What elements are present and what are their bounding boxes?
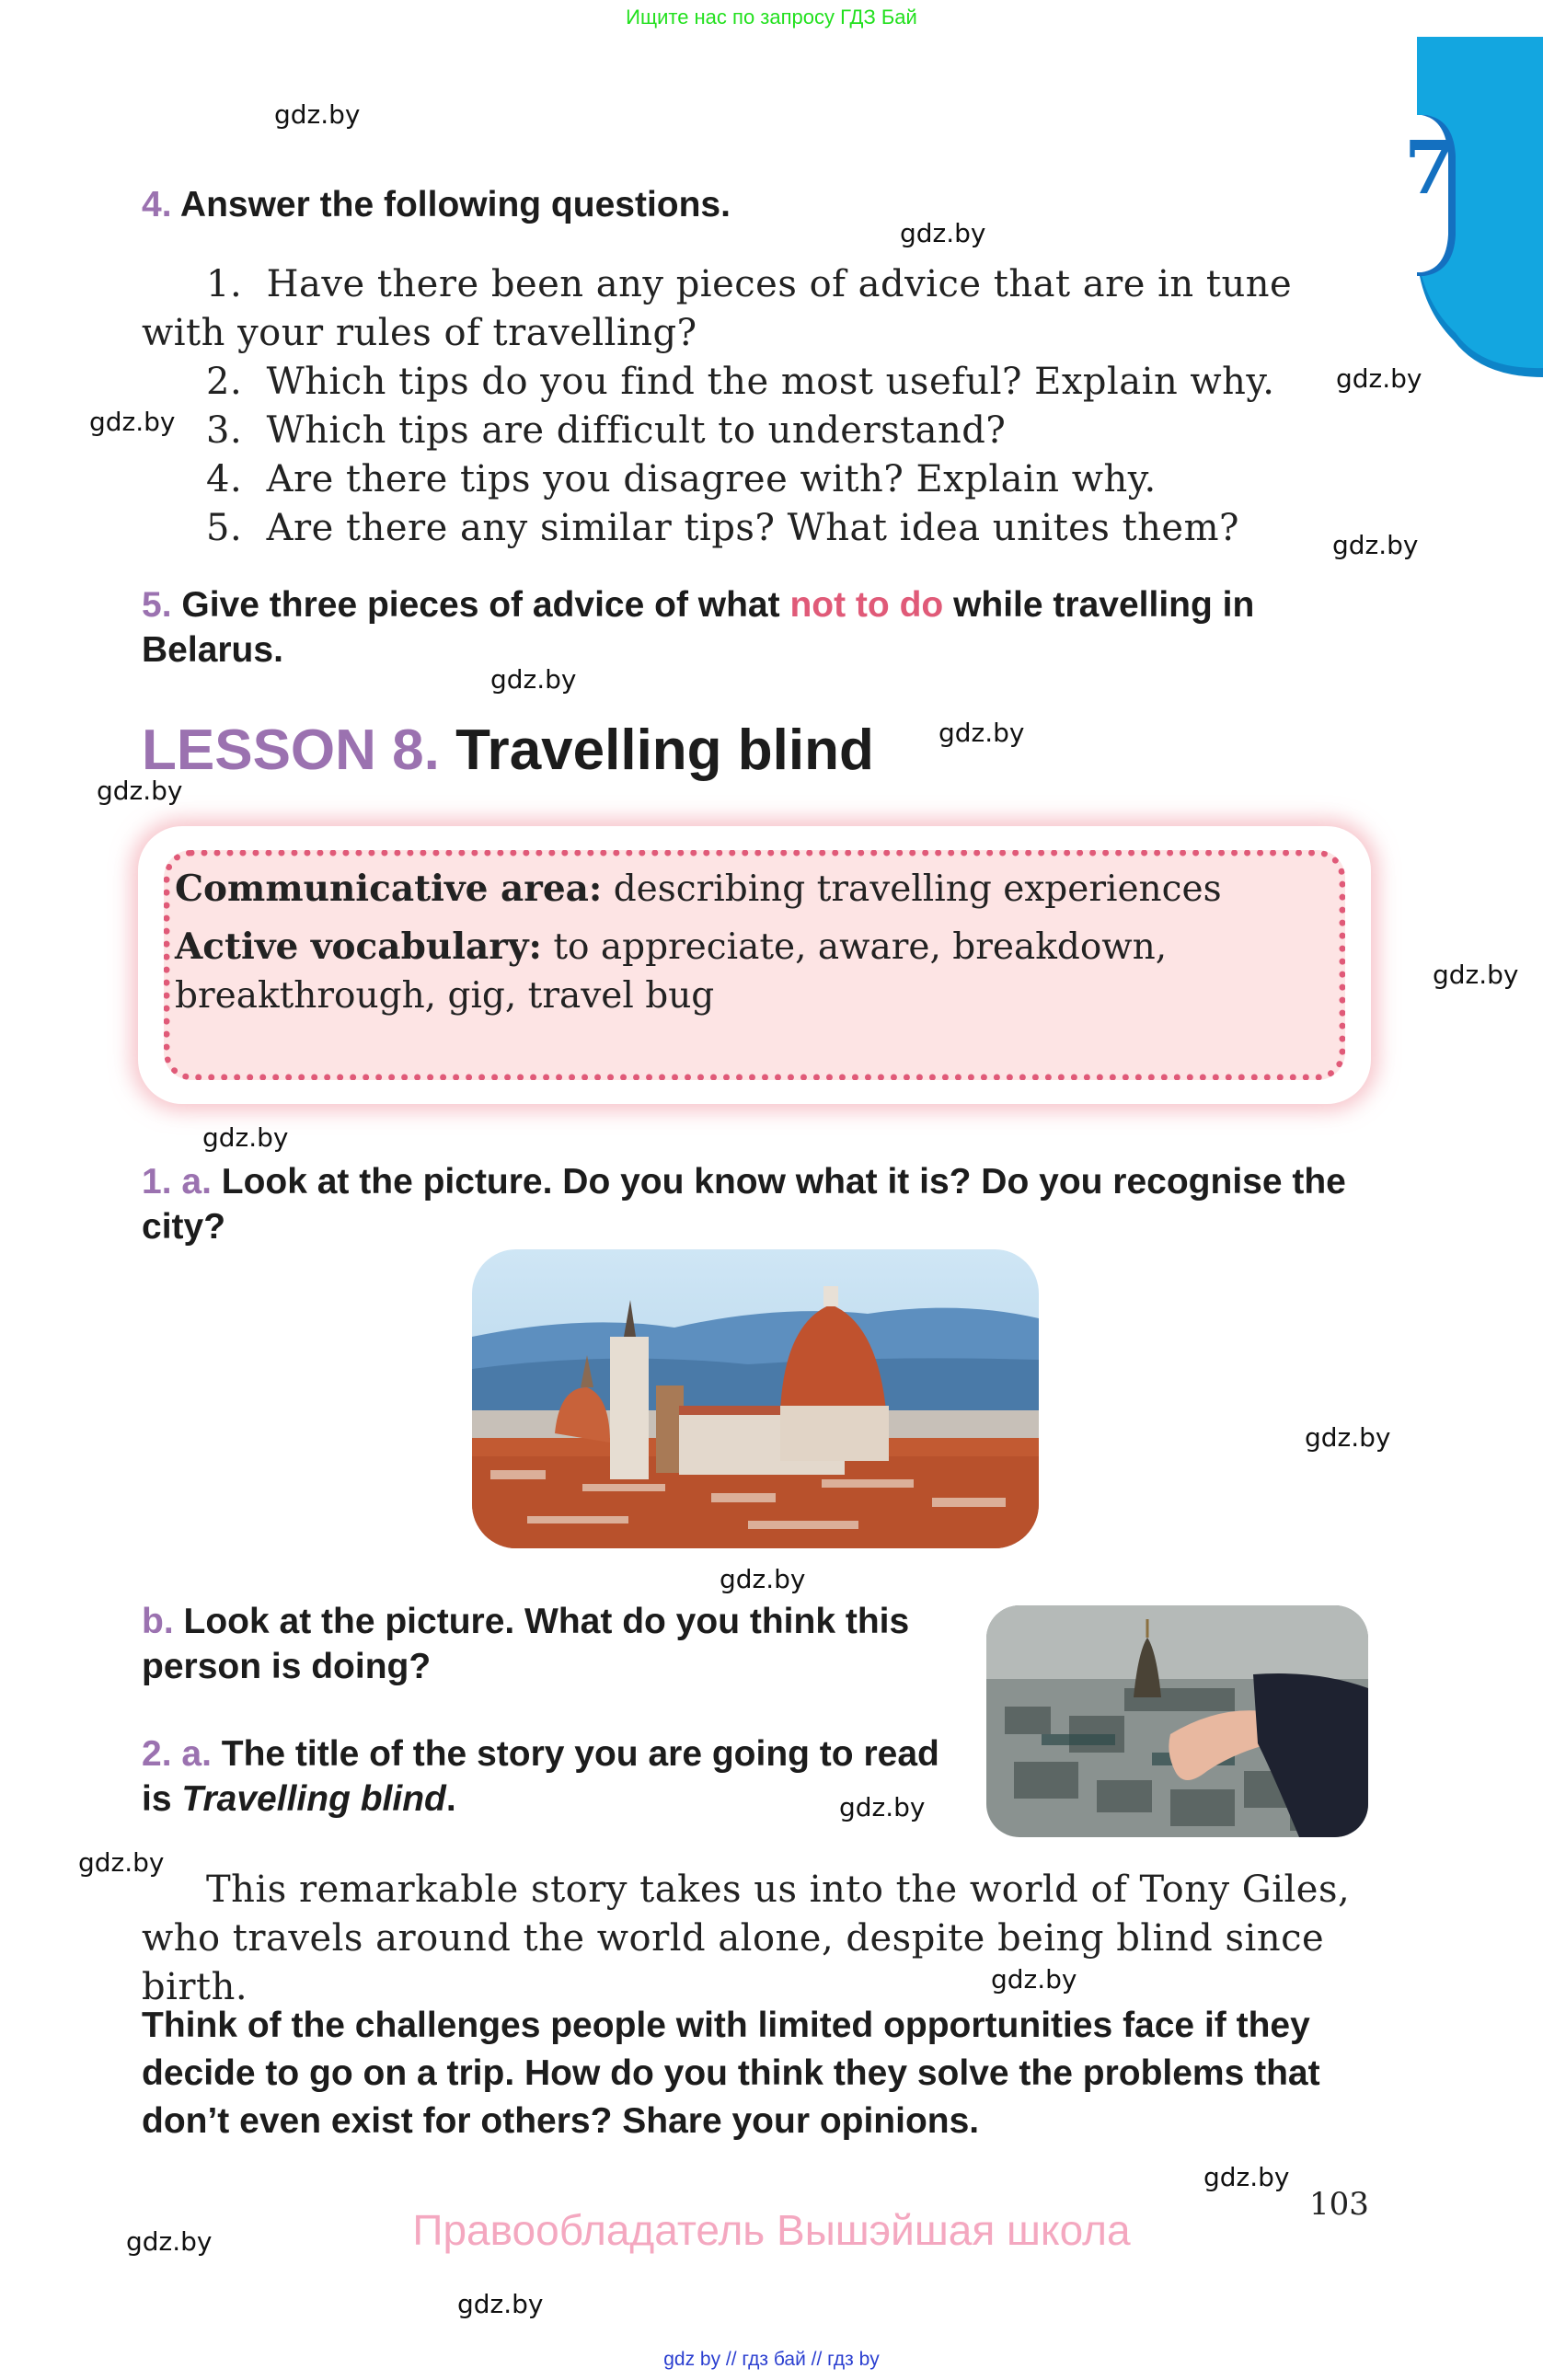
task-text: The title of the story you are going to read is (142, 1734, 939, 1819)
task-highlight: not to do (789, 585, 944, 625)
task-number: 4. (142, 185, 172, 224)
task-number: 1. (142, 1162, 172, 1201)
question-item (142, 504, 1375, 553)
punctuation: . (445, 1779, 456, 1819)
florence-photo (472, 1249, 1039, 1548)
question-item (142, 358, 1375, 407)
task-text: while travelling in Belarus. (142, 585, 1255, 670)
question-item (142, 407, 1375, 455)
task-2a (142, 1731, 951, 1822)
task-1a (142, 1159, 1375, 1249)
question-number: 5. (206, 507, 243, 549)
area-label: Communicative area: (175, 868, 603, 910)
watermark: gdz.by (274, 99, 361, 130)
bottom-links[interactable]: gdz by // гдз бай // гдз by (663, 2349, 880, 2370)
task-5 (142, 582, 1375, 673)
hand-on-tactile-map-image-icon (986, 1605, 1368, 1837)
sub-task-letter: b. (142, 1602, 174, 1641)
lesson-label: LESSON 8. (142, 719, 440, 782)
chapter-tab (1404, 37, 1543, 382)
vocab-value: to appreciate, aware, breakdown, breakthrough, gig, travel bug (175, 926, 1168, 1017)
task-number: 5. (142, 585, 172, 625)
question-list (142, 260, 1375, 553)
watermark: gdz.by (991, 1964, 1077, 1995)
task-1b (142, 1599, 951, 1689)
question-item (142, 260, 1375, 358)
lesson-name: Travelling blind (455, 719, 874, 782)
watermark: gdz.by (720, 1564, 806, 1594)
sub-task-letter: a. (181, 1734, 212, 1774)
page-number: 103 (1309, 2186, 1369, 2223)
watermark: gdz.by (490, 664, 577, 695)
task-text: Look at the picture. What do you think this person is doing? (142, 1602, 910, 1686)
watermark: gdz.by (1332, 530, 1419, 560)
question-text: Which tips are difficult to understand? (266, 409, 1007, 452)
question-number: 4. (206, 458, 243, 500)
top-banner[interactable]: Ищите нас по запросу ГДЗ Бай (626, 6, 917, 29)
active-vocabulary (175, 923, 1343, 1020)
watermark: gdz.by (1203, 2162, 1290, 2192)
question-text: Are there tips you disagree with? Explain why. (266, 458, 1157, 500)
story-intro: This remarkable story takes us into the world of Tony Giles, who travels around the world alone, despite being blind since birth. (142, 1868, 1351, 2008)
question-number: 2. (206, 361, 243, 403)
task-4-heading (142, 182, 731, 227)
chapter-number: 7 (1404, 124, 1456, 211)
tactile-model-photo (986, 1605, 1368, 1837)
lesson-info-text (175, 865, 1343, 1020)
sub-task-letter: a. (181, 1162, 212, 1201)
discussion-prompt: Think of the challenges people with limited opportunities face if they decide to go on a trip. How do you think they solve the problems that don’t even exist for others? Share your opinions. (142, 2006, 1320, 2141)
question-number: 1. (206, 263, 243, 305)
watermark: gdz.by (97, 776, 183, 806)
watermark: gdz.by (126, 2226, 213, 2257)
florence-cathedral-image-icon (472, 1249, 1039, 1548)
communicative-area (175, 865, 1343, 914)
watermark: gdz.by (78, 1847, 165, 1878)
watermark: gdz.by (938, 718, 1025, 748)
task-instruction: Answer the following questions. (179, 185, 731, 224)
question-text: Which tips do you find the most useful? Explain why. (266, 361, 1275, 403)
watermark: gdz.by (839, 1792, 926, 1822)
watermark: gdz.by (900, 218, 986, 248)
vocab-label: Active vocabulary: (175, 926, 542, 968)
watermark: gdz.by (457, 2289, 544, 2319)
task-text: Give three pieces of advice of what (181, 585, 780, 625)
question-text: Have there been any pieces of advice that are in tune with your rules of travelling? (142, 263, 1293, 354)
question-text: Are there any similar tips? What idea unites them? (266, 507, 1239, 549)
watermark: gdz.by (202, 1122, 289, 1153)
question-item (142, 455, 1375, 504)
watermark: gdz.by (1305, 1422, 1391, 1453)
lesson-info-box (138, 826, 1371, 1104)
watermark: gdz.by (1336, 363, 1422, 394)
area-value: describing travelling experiences (613, 868, 1222, 910)
task-number: 2. (142, 1734, 172, 1774)
lesson-title (142, 718, 874, 783)
watermark: gdz.by (89, 407, 176, 437)
task-text: Look at the picture. Do you know what it is? Do you recognise the city? (142, 1162, 1346, 1247)
watermark: gdz.by (1433, 960, 1519, 990)
rights-holder: Правообладатель Вышэйшая школа (412, 2206, 1131, 2254)
story-title: Travelling blind (181, 1779, 446, 1819)
question-number: 3. (206, 409, 243, 452)
